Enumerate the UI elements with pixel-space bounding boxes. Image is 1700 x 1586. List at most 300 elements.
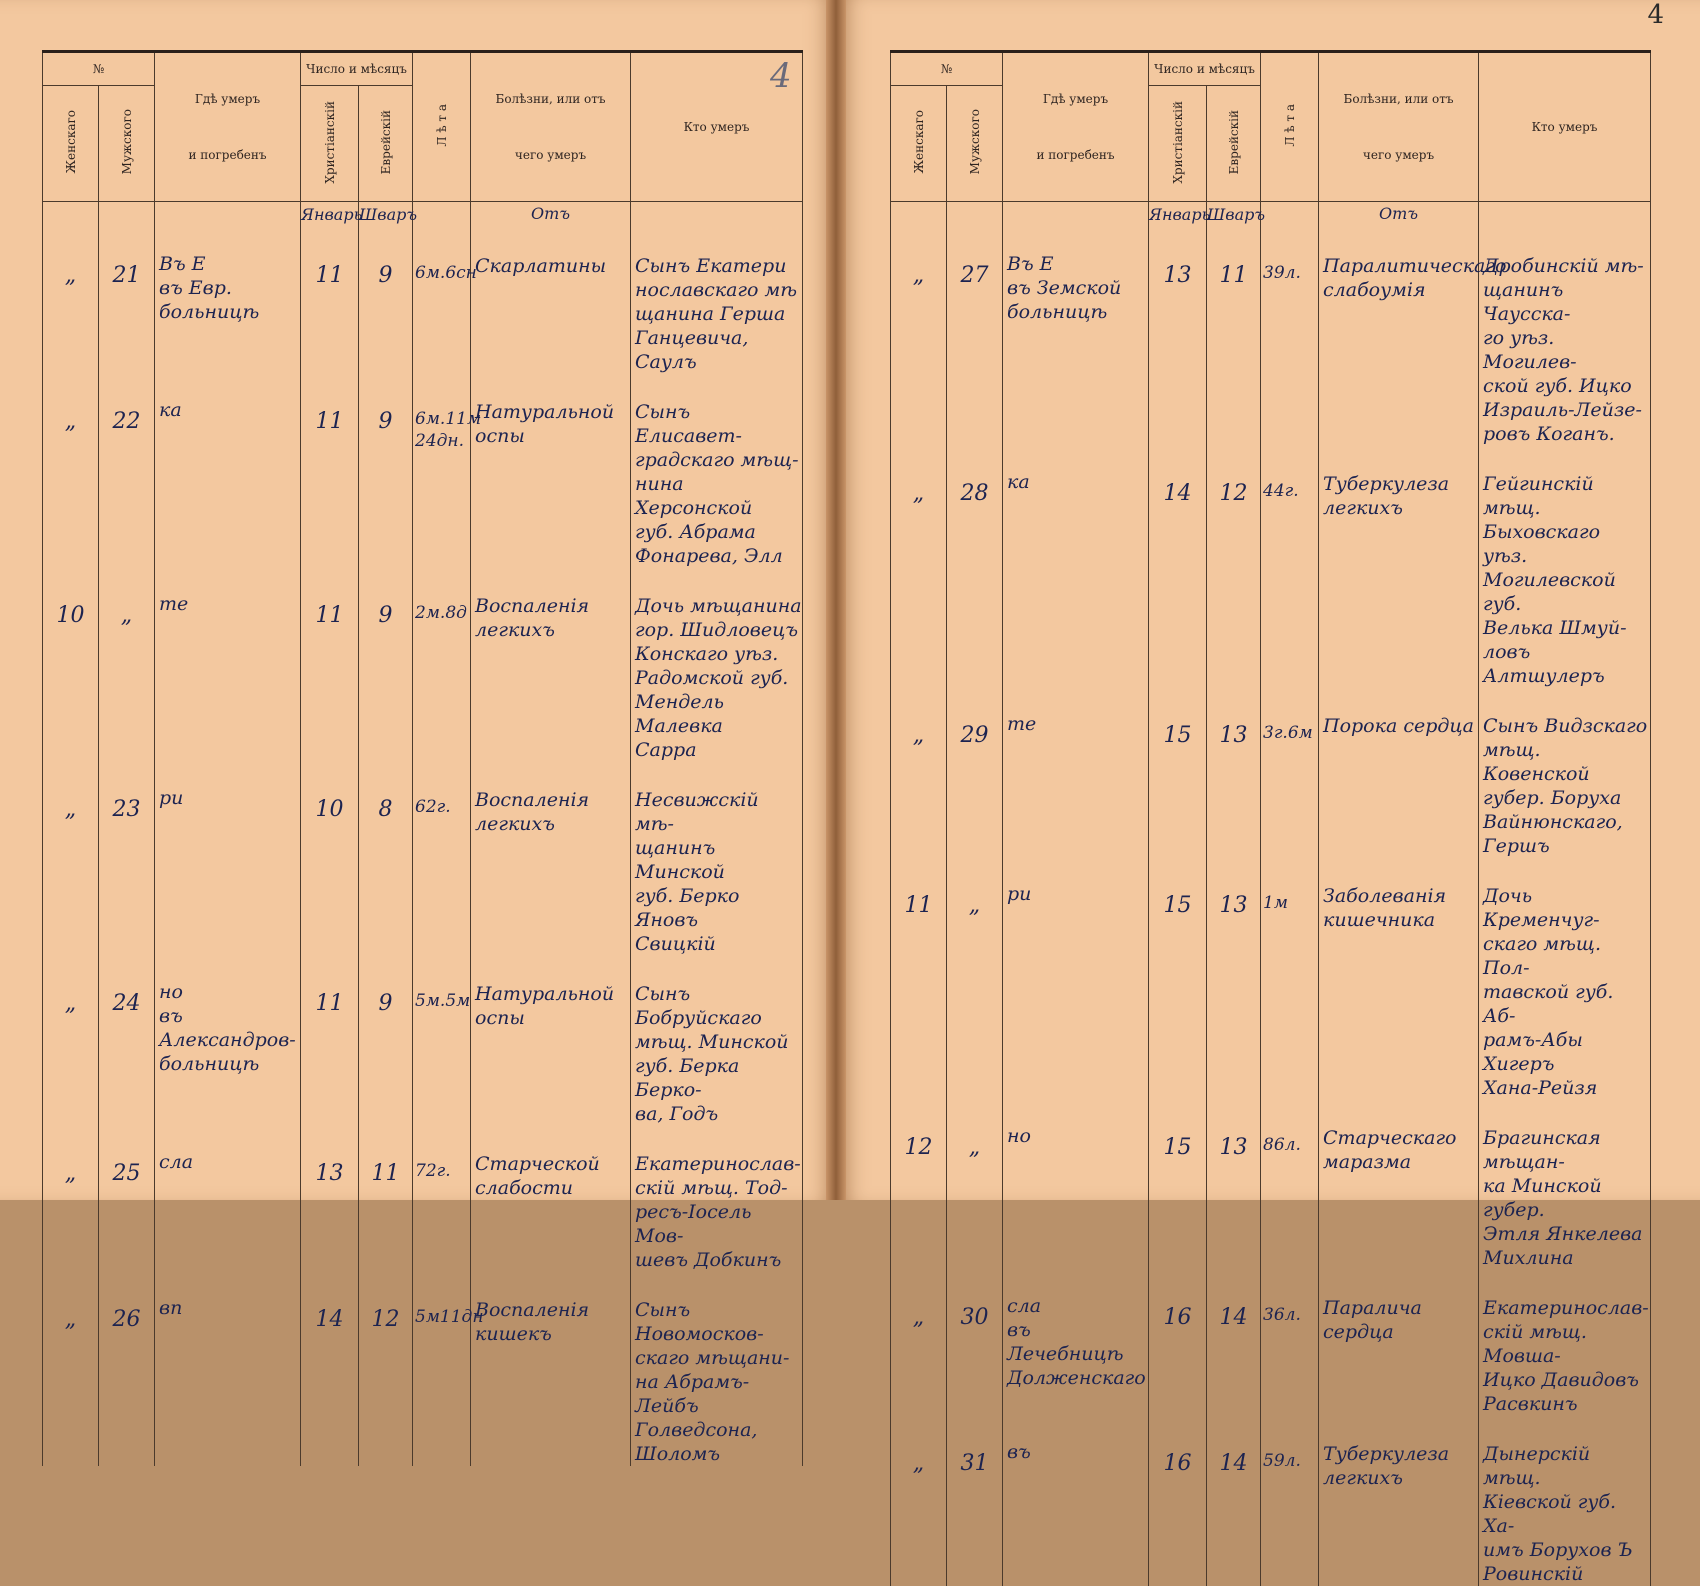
disease-line: Воспаленія	[475, 1299, 590, 1321]
age-value: 1м	[1263, 893, 1288, 913]
who-died-line: губ. Абрама	[635, 521, 756, 543]
male-number: 27	[960, 263, 989, 288]
month-row	[43, 202, 803, 229]
month-jewish	[359, 202, 418, 229]
header-jewish	[1207, 86, 1261, 202]
male-number-cell	[99, 1126, 155, 1272]
jewish-date: 13	[1219, 893, 1248, 918]
header-male-label: Мужского	[119, 109, 134, 175]
christian-date-cell	[1149, 1270, 1207, 1416]
disease-line: Натуральной	[475, 401, 615, 423]
female-number: „	[64, 1307, 77, 1332]
header-where-died-2: и погребенъ	[188, 148, 267, 162]
who-died-line: щанинъ Чаусска-	[1483, 279, 1571, 325]
jewish-date: 9	[378, 263, 393, 288]
disease-line: слабости	[475, 1177, 574, 1199]
header-christian-label: Христіанскій	[322, 100, 337, 184]
christian-date: 14	[1163, 481, 1192, 506]
male-number: 24	[112, 991, 141, 1016]
age-cell	[1261, 688, 1319, 858]
female-number: „	[912, 1451, 925, 1476]
jewish-date-cell	[359, 956, 413, 1126]
age-cell	[413, 1126, 471, 1272]
header-age	[413, 52, 471, 202]
who-died-line: Этля Янкелева	[1483, 1223, 1643, 1245]
christian-date-cell	[301, 956, 359, 1126]
female-number-cell	[891, 446, 947, 688]
place-line: въ Земской	[1007, 277, 1122, 299]
register-row	[891, 1270, 1651, 1416]
jewish-date: 12	[1219, 481, 1248, 506]
header-age-label: Л ѣ т а	[1282, 104, 1297, 147]
who-died-line: Дочь Кременчуг-	[1483, 885, 1600, 931]
who-died-line: Мендель Малевка	[635, 691, 724, 737]
header-christian-label: Христіанскій	[1170, 100, 1185, 184]
header-jewish	[359, 86, 413, 202]
who-died-line: губ. Берко Яновъ	[635, 885, 740, 931]
age-value: 2м.8д	[415, 603, 467, 623]
who-died-line: Радомской губ.	[635, 667, 789, 689]
who-died-line: Свицкій	[635, 933, 716, 955]
age-cell	[413, 956, 471, 1126]
header-female	[43, 86, 99, 202]
place-line: Долженскаго	[1007, 1367, 1146, 1389]
who-died-line: Сынъ Екатери	[635, 255, 787, 277]
header-no: №	[43, 52, 155, 86]
who-died-cell	[631, 568, 803, 762]
place-line: больницѣ	[159, 1053, 260, 1075]
female-number: „	[912, 263, 925, 288]
female-number: „	[64, 1161, 77, 1186]
who-died-line: щанина Герша	[635, 303, 786, 325]
male-number: „	[968, 893, 981, 918]
female-number-cell	[43, 762, 99, 956]
female-number: „	[912, 1305, 925, 1330]
who-died-cell	[1479, 228, 1651, 446]
left-register-table	[42, 50, 803, 1466]
male-number-cell	[99, 762, 155, 956]
who-died-line: ровъ Коганъ.	[1483, 423, 1615, 445]
age-cell	[1261, 1416, 1319, 1586]
jewish-date-cell	[1207, 858, 1261, 1100]
place-line: ка	[159, 399, 182, 421]
who-died-line: губ. Берка Берко-	[635, 1055, 740, 1101]
place-line: Въ Е	[159, 253, 206, 275]
who-died-line: Сынъ Видзскаго	[1483, 715, 1648, 737]
place-cell	[1003, 228, 1149, 446]
who-died-cell	[1479, 1270, 1651, 1416]
age-value: 36л.	[1263, 1305, 1301, 1325]
male-number-cell	[99, 374, 155, 568]
disease-prefix-text: Отъ	[531, 204, 570, 223]
place-line: въ Евр. больницѣ	[159, 277, 260, 323]
christian-date: 14	[315, 1307, 344, 1332]
male-number: 31	[960, 1451, 989, 1476]
christian-date: 11	[315, 603, 344, 628]
register-row	[891, 446, 1651, 688]
place-cell	[1003, 688, 1149, 858]
jewish-date-cell	[1207, 1416, 1261, 1586]
cell-empty	[155, 202, 301, 229]
christian-date-cell	[301, 374, 359, 568]
disease-cell	[471, 1272, 631, 1466]
disease-line: слабоумія	[1323, 279, 1426, 301]
disease-line: оспы	[475, 425, 525, 447]
place-line: те	[1007, 713, 1037, 735]
jewish-date-cell	[359, 374, 413, 568]
register-row	[891, 1416, 1651, 1586]
female-number-cell	[891, 858, 947, 1100]
place-cell	[155, 762, 301, 956]
age-cell	[1261, 446, 1319, 688]
place-cell	[155, 956, 301, 1126]
age-value: 6м.6сн	[415, 263, 477, 283]
cell-empty	[1261, 202, 1319, 229]
register-row	[43, 762, 803, 956]
disease-cell	[1319, 688, 1479, 858]
male-number-cell	[947, 446, 1003, 688]
disease-cell	[1319, 1100, 1479, 1270]
who-died-cell	[631, 374, 803, 568]
header-disease	[471, 52, 631, 202]
register-row	[891, 228, 1651, 446]
who-died-cell	[631, 1126, 803, 1272]
christian-date-cell	[1149, 1100, 1207, 1270]
age-value: 86л.	[1263, 1135, 1301, 1155]
who-died-line: Дынерскій мѣщ.	[1483, 1443, 1591, 1489]
christian-date: 15	[1163, 893, 1192, 918]
male-number: 23	[112, 797, 141, 822]
age-value: 6м.11м 24дн.	[415, 409, 482, 451]
place-line: ри	[159, 787, 184, 809]
place-line: ри	[1007, 883, 1032, 905]
who-died-line: щанинъ Минской	[635, 837, 725, 883]
christian-date: 11	[315, 991, 344, 1016]
place-cell	[1003, 858, 1149, 1100]
pencil-page-number: 4	[770, 56, 792, 96]
who-died-line: го уѣз. Могилев-	[1483, 327, 1577, 373]
age-cell	[1261, 1100, 1319, 1270]
jewish-date: 14	[1219, 1451, 1248, 1476]
jewish-date-cell	[359, 1272, 413, 1466]
who-died-line: на Абрамъ-Лейбъ	[635, 1371, 750, 1417]
disease-line: легкихъ	[1323, 1467, 1403, 1489]
male-number-cell	[99, 568, 155, 762]
female-number-cell	[891, 688, 947, 858]
place-cell	[155, 374, 301, 568]
who-died-line: Брагинская мѣщан-	[1483, 1127, 1601, 1173]
header-where-died	[155, 52, 301, 202]
jewish-date-cell	[1207, 228, 1261, 446]
age-value: 72г.	[415, 1161, 451, 1181]
register-row	[43, 568, 803, 762]
jewish-date-cell	[359, 1126, 413, 1272]
who-died-line: Могилевской губ.	[1483, 569, 1616, 615]
who-died-line: Вайнюнскаго,	[1483, 811, 1623, 833]
male-number: 28	[960, 481, 989, 506]
age-value: 59л.	[1263, 1451, 1301, 1471]
disease-line: кишечника	[1323, 909, 1436, 931]
christian-date: 16	[1163, 1305, 1192, 1330]
who-died-line: Дробинскій мѣ-	[1483, 255, 1644, 277]
jewish-date: 13	[1219, 1135, 1248, 1160]
age-value: 62г.	[415, 797, 451, 817]
who-died-line: Ровинскій	[1483, 1563, 1584, 1585]
header-jewish-label: Еврейскій	[378, 109, 393, 175]
register-row	[43, 374, 803, 568]
female-number: „	[64, 991, 77, 1016]
female-number-cell	[43, 956, 99, 1126]
who-died-line: Конскаго уѣз.	[635, 643, 779, 665]
age-value: 5м.5м	[415, 991, 471, 1011]
female-number-cell	[43, 568, 99, 762]
who-died-line: шевъ Добкинъ	[635, 1249, 782, 1271]
who-died-line: имъ Борухов Ъ	[1483, 1539, 1633, 1561]
jewish-date: 9	[378, 603, 393, 628]
who-died-line: ской губ. Ицко	[1483, 375, 1632, 397]
female-number: 10	[56, 603, 85, 628]
who-died-line: Сынъ Бобруйскаго	[635, 983, 762, 1029]
female-number-cell	[891, 1416, 947, 1586]
male-number: 30	[960, 1305, 989, 1330]
place-cell	[155, 228, 301, 374]
disease-line: Заболеванія	[1323, 885, 1447, 907]
disease-cell	[471, 1126, 631, 1272]
month-row	[891, 202, 1651, 229]
male-number: 22	[112, 409, 141, 434]
disease-line: легкихъ	[475, 813, 555, 835]
who-died-line: гор. Шидловецъ	[635, 619, 799, 641]
who-died-cell	[1479, 1100, 1651, 1270]
jewish-date-cell	[1207, 1270, 1261, 1416]
header-disease-1: Болѣзни, или отъ	[1343, 92, 1454, 106]
who-died-cell	[631, 956, 803, 1126]
age-value: 3г.6м	[1263, 723, 1313, 743]
place-line: въ	[1007, 1441, 1031, 1463]
jewish-date: 14	[1219, 1305, 1248, 1330]
cell-empty	[99, 202, 155, 229]
cell-empty	[947, 202, 1003, 229]
male-number: „	[120, 603, 133, 628]
male-number-cell	[99, 228, 155, 374]
who-died-line: Дочь мѣщанина	[635, 595, 802, 617]
christian-date: 13	[315, 1161, 344, 1186]
sheet-number: 4	[1647, 0, 1664, 30]
disease-cell	[1319, 446, 1479, 688]
jewish-date: 11	[1219, 263, 1248, 288]
who-died-line: Израиль-Лейзе-	[1483, 399, 1642, 421]
disease-cell	[1319, 228, 1507, 446]
age-cell	[413, 228, 477, 374]
disease-line: оспы	[475, 1007, 525, 1029]
header-who-died: Кто умеръ	[631, 52, 803, 202]
month-christian	[1149, 202, 1211, 229]
header-female-label: Женскаго	[63, 110, 78, 174]
female-number-cell	[891, 1270, 947, 1416]
header-age-label: Л ѣ т а	[434, 104, 449, 147]
place-cell	[1003, 1270, 1149, 1416]
disease-line: Порока сердца	[1323, 715, 1475, 737]
who-died-cell	[631, 762, 803, 956]
who-died-line: Ганцевича, Саулъ	[635, 327, 749, 373]
jewish-date-cell	[1207, 446, 1261, 688]
jewish-date-cell	[359, 568, 413, 762]
christian-date: 15	[1163, 723, 1192, 748]
christian-date: 16	[1163, 1451, 1192, 1476]
header-christian	[1149, 86, 1207, 202]
header-where-died	[1003, 52, 1149, 202]
disease-line: легкихъ	[1323, 497, 1403, 519]
christian-date-cell	[301, 568, 359, 762]
who-died-line: нославскаго мѣ	[635, 279, 798, 301]
cell-empty	[891, 202, 947, 229]
female-number: „	[64, 797, 77, 822]
who-died-line: Сынъ Елисавет-	[635, 401, 742, 447]
who-died-line: Быховскаго уѣз.	[1483, 521, 1601, 567]
header-where-died-2: и погребенъ	[1036, 148, 1115, 162]
who-died-line: ва, Годъ	[635, 1103, 719, 1125]
who-died-cell	[1479, 446, 1651, 688]
jewish-date-cell	[1207, 688, 1261, 858]
register-row	[891, 858, 1651, 1100]
male-number-cell	[947, 688, 1003, 858]
who-died-line: Сарра	[635, 739, 697, 761]
who-died-line: тавской губ. Аб-	[1483, 981, 1614, 1027]
who-died-line: Хана-Рейзя	[1483, 1077, 1598, 1099]
header-male-label: Мужского	[967, 109, 982, 175]
female-number: „	[64, 409, 77, 434]
who-died-line: Сынъ Новомосков-	[635, 1299, 764, 1345]
male-number: 29	[960, 723, 989, 748]
who-died-line: ловъ Алтшулеръ	[1483, 641, 1605, 687]
female-number: „	[912, 723, 925, 748]
disease-line: Старческаго	[1323, 1127, 1457, 1149]
header-where-died-1: Гдѣ умеръ	[1042, 92, 1109, 106]
jewish-date: 9	[378, 991, 393, 1016]
jewish-date-cell	[359, 228, 413, 374]
jewish-date: 9	[378, 409, 393, 434]
month-jewish-text: Шваръ	[1207, 205, 1266, 224]
who-died-line: скій мѣщ. Мовша-	[1483, 1321, 1587, 1367]
who-died-line: ка Минской губер.	[1483, 1175, 1602, 1221]
place-cell	[155, 1126, 301, 1272]
who-died-line: Фонарева, Элл	[635, 545, 783, 567]
disease-prefix	[471, 202, 631, 229]
disease-cell	[471, 762, 631, 956]
who-died-cell	[1479, 688, 1651, 858]
disease-line: легкихъ	[475, 619, 555, 641]
header-no: №	[891, 52, 1003, 86]
cell-empty	[631, 202, 803, 229]
place-line: сла	[159, 1151, 194, 1173]
male-number-cell	[947, 228, 1003, 446]
disease-line: Натуральной	[475, 983, 615, 1005]
female-number: 11	[904, 893, 933, 918]
header-where-died-1: Гдѣ умеръ	[194, 92, 261, 106]
register-row	[891, 688, 1651, 858]
header-jewish-label: Еврейскій	[1226, 109, 1241, 175]
male-number: 21	[112, 263, 141, 288]
book-gutter	[826, 0, 846, 1200]
who-died-line: Голведсона,	[635, 1419, 758, 1441]
who-died-line: градскаго мѣщ-	[635, 449, 799, 471]
who-died-line: Гершъ	[1483, 835, 1550, 857]
disease-line: Скарлатины	[475, 255, 607, 277]
register-row	[43, 956, 803, 1126]
who-died-line: Расвкинъ	[1483, 1393, 1578, 1415]
female-number-cell	[891, 228, 947, 446]
jewish-date: 11	[371, 1161, 400, 1186]
who-died-cell	[631, 1272, 803, 1466]
header-disease-2: чего умеръ	[514, 148, 587, 162]
header-disease-1: Болѣзни, или отъ	[495, 92, 606, 106]
register-row	[43, 228, 803, 374]
place-cell	[1003, 1100, 1149, 1270]
male-number-cell	[947, 858, 1003, 1100]
disease-line: Воспаленія	[475, 595, 590, 617]
month-christian-text: Январь	[301, 205, 363, 224]
disease-line: сердца	[1323, 1321, 1394, 1343]
place-line: ка	[1007, 471, 1030, 493]
christian-date-cell	[301, 1126, 359, 1272]
disease-line: Туберкулеза	[1323, 473, 1450, 495]
place-cell	[155, 568, 301, 762]
who-died-line: скаго мѣщ. Пол-	[1483, 933, 1601, 979]
disease-line: маразма	[1323, 1151, 1412, 1173]
age-cell	[413, 762, 471, 956]
christian-date: 10	[315, 797, 344, 822]
christian-date: 15	[1163, 1135, 1192, 1160]
header-christian	[301, 86, 359, 202]
header-disease	[1319, 52, 1479, 202]
disease-line: Старческой	[475, 1153, 600, 1175]
header-who-died: Кто умеръ	[1479, 52, 1651, 202]
who-died-line: рамъ-Абы Хигеръ	[1483, 1029, 1583, 1075]
disease-cell	[471, 374, 631, 568]
place-line: сла	[1007, 1295, 1042, 1317]
christian-date-cell	[301, 762, 359, 956]
cell-empty	[1479, 202, 1651, 229]
jewish-date: 8	[378, 797, 393, 822]
place-line: но	[1007, 1125, 1031, 1147]
who-died-cell	[1479, 1416, 1651, 1586]
age-value: 5м11дн	[415, 1307, 484, 1327]
who-died-line: Несвижскій мѣ-	[635, 789, 759, 835]
christian-date: 13	[1163, 263, 1192, 288]
jewish-date: 13	[1219, 723, 1248, 748]
who-died-line: Велька Шмуй-	[1483, 617, 1627, 639]
christian-date-cell	[301, 228, 359, 374]
right-register-table	[890, 50, 1651, 1586]
who-died-cell	[631, 228, 803, 374]
male-number: „	[968, 1135, 981, 1160]
header-date: Число и мѣсяцъ	[301, 52, 413, 86]
female-number-cell	[43, 374, 99, 568]
cell-empty	[413, 202, 471, 229]
place-line: въ Александров-	[159, 1005, 296, 1051]
who-died-line: скаго мѣщани-	[635, 1347, 790, 1369]
female-number: „	[64, 263, 77, 288]
month-jewish-text: Шваръ	[359, 205, 418, 224]
place-cell	[1003, 446, 1149, 688]
age-cell	[1261, 228, 1319, 446]
jewish-date-cell	[359, 762, 413, 956]
header-female	[891, 86, 947, 202]
female-number: „	[912, 481, 925, 506]
christian-date-cell	[1149, 228, 1207, 446]
who-died-line: Гейгинскій мѣщ.	[1483, 473, 1594, 519]
female-number-cell	[43, 1126, 99, 1272]
